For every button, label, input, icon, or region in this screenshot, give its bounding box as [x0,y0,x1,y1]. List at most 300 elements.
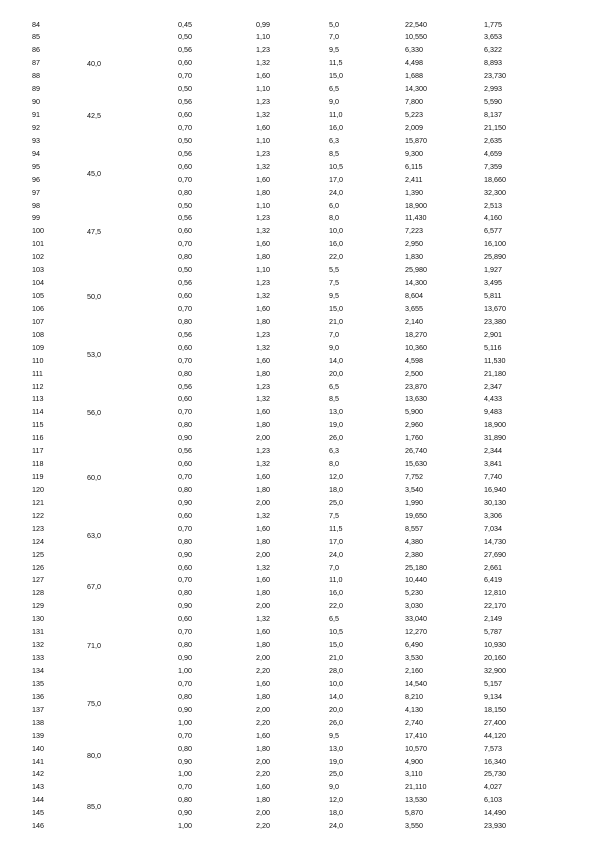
cell-length: 2,160 [405,666,423,675]
cell-count: 22,0 [329,252,343,262]
cell-row-number: 90 [32,97,40,107]
cell-length: 5,900 [405,407,423,417]
cell-area: 4,027 [484,782,502,792]
group-label: 42,5 [87,110,101,120]
cell-count: 25,0 [329,769,343,779]
cell-area: 18,900 [484,420,506,430]
group-label: 67,0 [87,582,101,592]
cell-length: 22,540 [405,19,427,29]
cell-diameter: 0,70 [178,355,192,365]
cell-row-number: 114 [32,407,44,417]
cell-area: 16,340 [484,756,506,766]
table-row [0,135,595,148]
cell-diameter: 0,90 [178,497,192,507]
cell-row-number: 95 [32,161,40,171]
cell-length: 7,223 [405,226,423,236]
cell-diameter: 0,56 [178,278,192,288]
cell-row-number: 91 [32,110,40,119]
cell-area: 32,900 [484,666,506,675]
table-row [0,768,595,781]
cell-area: 27,690 [484,549,506,559]
cell-mass: 1,80 [256,252,270,262]
group-label: 85,0 [87,802,101,812]
cell-diameter: 0,56 [178,329,192,339]
cell-count: 9,0 [329,342,339,352]
cell-diameter: 1,00 [178,821,192,831]
table-row [0,238,595,251]
cell-area: 2,635 [484,135,502,145]
cell-row-number: 108 [32,329,44,339]
cell-mass: 1,23 [256,381,270,391]
cell-mass: 2,00 [256,549,270,559]
cell-row-number: 141 [32,756,44,766]
cell-length: 6,115 [405,161,423,171]
cell-area: 9,134 [484,691,502,701]
cell-length: 7,752 [405,472,423,482]
cell-count: 14,0 [329,355,343,365]
cell-row-number: 101 [32,239,44,249]
table-row [0,70,595,83]
cell-area: 11,530 [484,355,506,365]
cell-mass: 2,20 [256,769,270,779]
cell-length: 17,410 [405,730,427,740]
cell-diameter: 1,00 [178,769,192,779]
cell-count: 28,0 [329,666,343,675]
cell-diameter: 0,56 [178,97,192,107]
cell-mass: 1,80 [256,536,270,546]
cell-length: 15,870 [405,135,427,145]
cell-mass: 2,20 [256,666,270,675]
cell-diameter: 0,90 [178,653,192,663]
cell-length: 9,300 [405,148,423,158]
cell-length: 10,360 [405,342,427,352]
cell-mass: 2,20 [256,821,270,831]
cell-mass: 1,10 [256,135,270,145]
cell-row-number: 122 [32,510,44,520]
cell-length: 11,430 [405,213,427,223]
cell-diameter: 0,60 [178,291,192,301]
table-row [0,148,595,161]
cell-count: 16,0 [329,588,343,598]
cell-diameter: 0,90 [178,433,192,443]
cell-mass: 1,80 [256,691,270,701]
cell-area: 18,660 [484,174,506,184]
table-row [0,212,595,225]
cell-area: 2,901 [484,329,502,339]
cell-diameter: 0,56 [178,381,192,391]
cell-area: 5,116 [484,342,502,352]
cell-diameter: 0,50 [178,135,192,145]
cell-row-number: 139 [32,730,44,740]
cell-mass: 1,32 [256,562,270,572]
cell-count: 7,0 [329,32,339,42]
cell-mass: 1,60 [256,782,270,792]
cell-mass: 1,80 [256,743,270,753]
cell-length: 10,570 [405,743,427,753]
cell-mass: 1,10 [256,200,270,210]
cell-diameter: 0,70 [178,678,192,688]
cell-length: 25,980 [405,265,427,275]
cell-area: 6,577 [484,226,502,236]
cell-area: 7,359 [484,161,502,171]
cell-count: 7,5 [329,510,339,520]
table-row [0,329,595,342]
cell-mass: 1,60 [256,730,270,740]
cell-diameter: 0,50 [178,84,192,94]
cell-diameter: 0,90 [178,601,192,611]
cell-mass: 1,80 [256,368,270,378]
cell-mass: 1,32 [256,291,270,301]
cell-diameter: 1,00 [178,717,192,727]
table-row [0,562,595,575]
cell-row-number: 93 [32,135,40,145]
cell-length: 5,230 [405,588,423,598]
cell-area: 8,137 [484,110,502,119]
cell-mass: 1,60 [256,678,270,688]
cell-count: 8,5 [329,148,339,158]
cell-row-number: 117 [32,446,44,456]
cell-row-number: 92 [32,122,40,132]
cell-count: 18,0 [329,484,343,494]
cell-row-number: 110 [32,355,44,365]
cell-count: 17,0 [329,174,343,184]
cell-count: 10,5 [329,161,343,171]
cell-area: 2,513 [484,200,502,210]
cell-row-number: 128 [32,588,44,598]
cell-count: 7,0 [329,329,339,339]
cell-count: 6,5 [329,84,339,94]
table-row [0,44,595,57]
cell-diameter: 0,60 [178,58,192,68]
group-label: 56,0 [87,407,101,417]
cell-count: 11,5 [329,58,343,68]
cell-count: 14,0 [329,691,343,701]
cell-length: 4,380 [405,536,423,546]
cell-diameter: 0,70 [178,575,192,585]
cell-diameter: 0,56 [178,446,192,456]
table-row [0,303,595,316]
cell-area: 30,130 [484,497,506,507]
table-row [0,432,595,445]
cell-area: 9,483 [484,407,502,417]
cell-mass: 1,80 [256,187,270,197]
cell-mass: 1,23 [256,45,270,55]
cell-length: 3,540 [405,484,423,494]
cell-row-number: 97 [32,187,40,197]
cell-area: 18,150 [484,704,506,714]
cell-area: 25,890 [484,252,506,262]
cell-diameter: 0,50 [178,32,192,42]
cell-diameter: 0,90 [178,704,192,714]
cell-mass: 0,99 [256,19,270,29]
cell-row-number: 113 [32,394,44,404]
cell-area: 21,180 [484,368,506,378]
cell-area: 44,120 [484,730,506,740]
cell-diameter: 0,80 [178,484,192,494]
table-row [0,83,595,96]
cell-mass: 1,60 [256,472,270,482]
cell-count: 26,0 [329,717,343,727]
cell-row-number: 118 [32,459,44,469]
cell-mass: 2,00 [256,808,270,818]
cell-diameter: 0,70 [178,782,192,792]
cell-count: 9,5 [329,730,339,740]
cell-diameter: 0,70 [178,523,192,533]
cell-mass: 1,80 [256,420,270,430]
cell-row-number: 137 [32,704,44,714]
cell-count: 24,0 [329,187,343,197]
cell-row-number: 136 [32,691,44,701]
cell-count: 12,0 [329,472,343,482]
cell-length: 3,530 [405,653,423,663]
cell-length: 1,688 [405,71,423,81]
cell-diameter: 0,70 [178,627,192,637]
cell-count: 8,5 [329,394,339,404]
cell-mass: 1,32 [256,110,270,119]
cell-diameter: 0,70 [178,239,192,249]
cell-diameter: 0,50 [178,200,192,210]
cell-diameter: 0,80 [178,536,192,546]
cell-length: 3,110 [405,769,423,779]
cell-area: 22,170 [484,601,506,611]
cell-area: 23,930 [484,821,506,831]
cell-row-number: 102 [32,252,44,262]
table-row [0,510,595,523]
table-row [0,316,595,329]
cell-count: 6,3 [329,446,339,456]
table-row [0,665,595,678]
table-row [0,549,595,562]
cell-mass: 2,00 [256,601,270,611]
cell-length: 1,760 [405,433,423,443]
cell-mass: 1,23 [256,97,270,107]
cell-mass: 2,20 [256,717,270,727]
cell-length: 6,490 [405,640,423,650]
cell-mass: 1,23 [256,446,270,456]
table-row [0,600,595,613]
cell-diameter: 0,60 [178,342,192,352]
cell-count: 10,0 [329,226,343,236]
table-row [0,652,595,665]
cell-count: 16,0 [329,122,343,132]
cell-area: 12,810 [484,588,506,598]
cell-length: 2,960 [405,420,423,430]
cell-count: 5,0 [329,19,339,29]
cell-row-number: 146 [32,821,44,831]
cell-length: 5,223 [405,110,423,119]
cell-length: 2,009 [405,122,423,132]
cell-area: 20,160 [484,653,506,663]
cell-mass: 1,32 [256,226,270,236]
cell-row-number: 105 [32,291,44,301]
cell-length: 3,550 [405,821,423,831]
cell-mass: 1,60 [256,627,270,637]
cell-length: 10,550 [405,32,427,42]
cell-count: 17,0 [329,536,343,546]
cell-length: 8,557 [405,523,423,533]
group-label: 50,0 [87,291,101,301]
cell-diameter: 0,56 [178,213,192,223]
cell-count: 26,0 [329,433,343,443]
cell-diameter: 0,50 [178,265,192,275]
cell-diameter: 0,80 [178,743,192,753]
cell-length: 4,130 [405,704,423,714]
cell-length: 1,990 [405,497,423,507]
cell-mass: 1,23 [256,148,270,158]
cell-row-number: 140 [32,743,44,753]
cell-count: 11,0 [329,575,343,585]
cell-row-number: 132 [32,640,44,650]
cell-count: 9,0 [329,97,339,107]
cell-diameter: 0,70 [178,122,192,132]
cell-area: 16,940 [484,484,506,494]
cell-row-number: 144 [32,795,44,805]
cell-diameter: 0,80 [178,691,192,701]
cell-length: 1,390 [405,187,423,197]
table-row [0,484,595,497]
cell-row-number: 123 [32,523,44,533]
cell-area: 3,841 [484,459,502,469]
cell-area: 25,730 [484,769,506,779]
cell-diameter: 0,70 [178,303,192,313]
cell-mass: 1,32 [256,614,270,624]
cell-length: 1,830 [405,252,423,262]
cell-mass: 1,10 [256,265,270,275]
cell-diameter: 0,80 [178,368,192,378]
cell-row-number: 124 [32,536,44,546]
cell-mass: 1,32 [256,459,270,469]
cell-length: 25,180 [405,562,427,572]
cell-diameter: 0,60 [178,394,192,404]
cell-count: 20,0 [329,368,343,378]
table-row [0,31,595,44]
cell-mass: 1,60 [256,239,270,249]
cell-mass: 1,10 [256,32,270,42]
cell-count: 11,0 [329,110,343,119]
cell-diameter: 0,60 [178,161,192,171]
cell-row-number: 86 [32,45,40,55]
cell-length: 13,630 [405,394,427,404]
cell-row-number: 127 [32,575,44,585]
cell-length: 5,870 [405,808,423,818]
table-row [0,613,595,626]
cell-area: 7,034 [484,523,502,533]
cell-diameter: 0,60 [178,614,192,624]
cell-row-number: 121 [32,497,44,507]
cell-row-number: 126 [32,562,44,572]
cell-count: 21,0 [329,653,343,663]
cell-count: 7,5 [329,278,339,288]
cell-area: 2,661 [484,562,502,572]
table-row [0,626,595,639]
cell-area: 2,149 [484,614,502,624]
group-label: 60,0 [87,472,101,482]
cell-diameter: 0,80 [178,252,192,262]
cell-row-number: 109 [32,342,44,352]
cell-length: 2,500 [405,368,423,378]
table-row [0,381,595,394]
cell-diameter: 1,00 [178,666,192,675]
cell-count: 13,0 [329,743,343,753]
group-label: 80,0 [87,750,101,760]
cell-count: 19,0 [329,756,343,766]
cell-count: 15,0 [329,640,343,650]
cell-area: 16,100 [484,239,506,249]
group-label: 45,0 [87,168,101,178]
cell-mass: 1,60 [256,303,270,313]
cell-length: 4,498 [405,58,423,68]
cell-row-number: 115 [32,420,44,430]
cell-length: 2,380 [405,549,423,559]
cell-length: 8,604 [405,291,423,301]
cell-count: 13,0 [329,407,343,417]
group-label: 75,0 [87,698,101,708]
cell-diameter: 0,90 [178,808,192,818]
cell-area: 6,322 [484,45,502,55]
cell-diameter: 0,80 [178,420,192,430]
cell-mass: 2,00 [256,497,270,507]
table-row [0,419,595,432]
cell-diameter: 0,70 [178,730,192,740]
table-row [0,781,595,794]
cell-count: 25,0 [329,497,343,507]
table-row [0,277,595,290]
cell-length: 18,270 [405,329,427,339]
cell-area: 14,730 [484,536,506,546]
cell-row-number: 111 [32,368,43,378]
cell-count: 15,0 [329,71,343,81]
cell-mass: 1,23 [256,213,270,223]
cell-row-number: 116 [32,433,44,443]
cell-length: 13,530 [405,795,427,805]
cell-count: 9,5 [329,45,339,55]
cell-area: 5,811 [484,291,502,301]
table-row [0,96,595,109]
cell-length: 23,870 [405,381,427,391]
cell-length: 8,210 [405,691,423,701]
cell-area: 7,740 [484,472,502,482]
cell-area: 2,993 [484,84,502,94]
cell-count: 15,0 [329,303,343,313]
cell-row-number: 87 [32,58,40,68]
group-label: 47,5 [87,226,101,236]
cell-row-number: 129 [32,601,44,611]
cell-length: 33,040 [405,614,427,624]
cell-diameter: 0,90 [178,549,192,559]
cell-diameter: 0,80 [178,187,192,197]
table-row [0,717,595,730]
cell-diameter: 0,45 [178,19,192,29]
cell-row-number: 98 [32,200,40,210]
cell-area: 4,160 [484,213,502,223]
cell-row-number: 99 [32,213,40,223]
cell-row-number: 133 [32,653,44,663]
cell-length: 3,655 [405,303,423,313]
cell-diameter: 0,60 [178,459,192,469]
cell-count: 16,0 [329,239,343,249]
cell-count: 9,5 [329,291,339,301]
cell-row-number: 84 [32,19,40,29]
cell-area: 7,573 [484,743,502,753]
group-label: 63,0 [87,530,101,540]
cell-mass: 1,60 [256,122,270,132]
table-row [0,497,595,510]
cell-length: 2,411 [405,174,423,184]
cell-diameter: 0,60 [178,110,192,119]
cell-row-number: 112 [32,381,44,391]
cell-count: 7,0 [329,562,339,572]
cell-length: 4,598 [405,355,423,365]
